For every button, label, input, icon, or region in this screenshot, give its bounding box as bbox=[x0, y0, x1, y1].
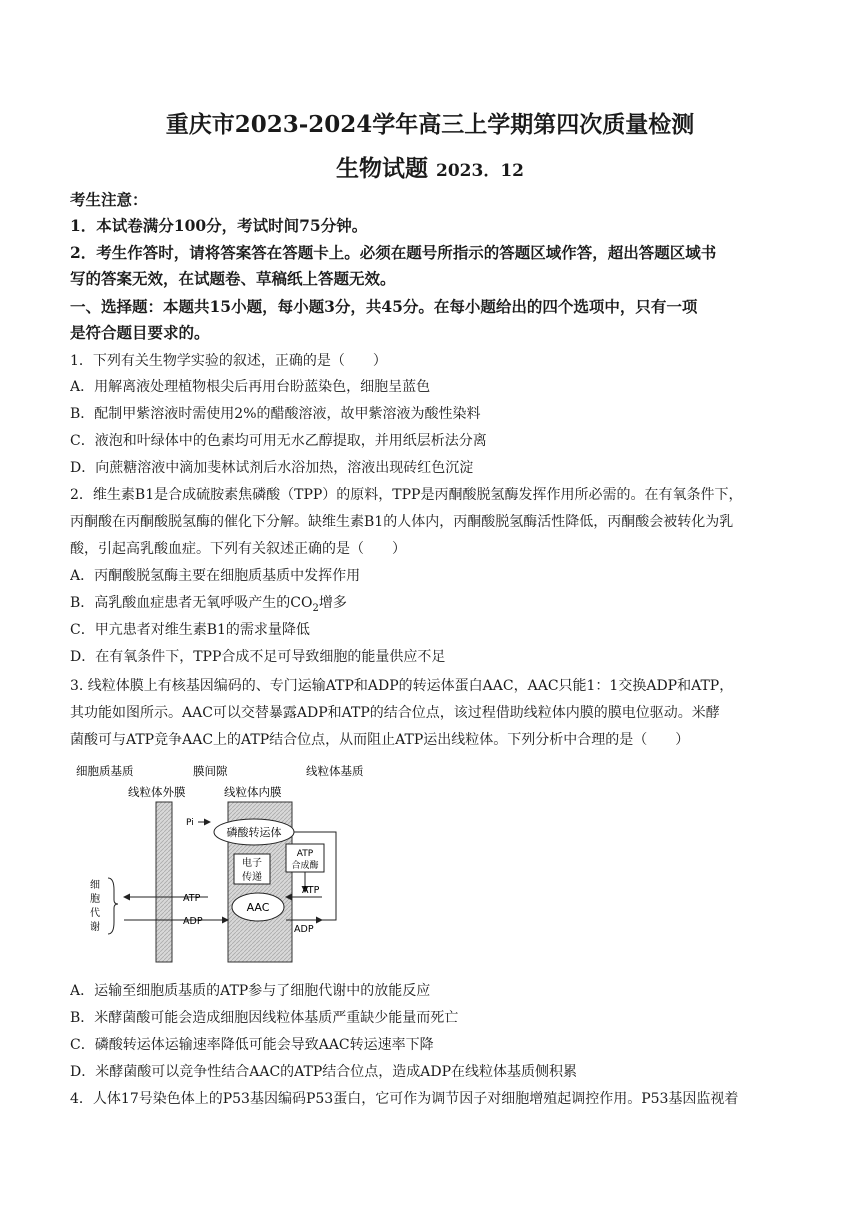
q2-stem-line-1: 2．维生素B1是合成硫胺素焦磷酸（TPP）的原料，TPP是丙酮酸脱氢酶发挥作用所必需的。在有氧条件下， bbox=[70, 487, 743, 503]
notice-heading: 考生注意： bbox=[70, 190, 148, 209]
adp-right-label: ADP bbox=[294, 924, 314, 935]
metab-label-3: 代 bbox=[90, 908, 100, 919]
q2-stem-line-2: 丙酮酸在丙酮酸脱氢酶的催化下分解。缺维生素B1的人体内，丙酮酸脱氢酶活性降低，丙酮酸会被转化为乳 bbox=[70, 514, 734, 530]
q2-option-a: A．丙酮酸脱氢酶主要在细胞质基质中发挥作用 bbox=[70, 568, 361, 584]
q2-option-c: C．甲亢患者对维生素B1的需求量降低 bbox=[70, 622, 310, 638]
q2-option-b-text: B．高乳酸血症患者无氧呼吸产生的CO bbox=[70, 595, 313, 611]
notice-item-2-line-1: 2．考生作答时，请将答案答在答题卡上。必须在题号所指示的答题区域作答，超出答题区域书 bbox=[70, 243, 717, 262]
metab-label-4: 谢 bbox=[90, 922, 100, 933]
q1-option-b: B．配制甲紫溶液时需使用2%的醋酸溶液，故甲紫溶液为酸性染料 bbox=[70, 406, 481, 422]
label-intermembrane-space: 膜间隙 bbox=[193, 764, 228, 778]
notice-item-2-line-2: 写的答案无效，在试题卷、草稿纸上答题无效。 bbox=[70, 269, 396, 288]
q2-option-d: D．在有氧条件下，TPP合成不足可导致细胞的能量供应不足 bbox=[70, 649, 446, 665]
q1-stem: 1．下列有关生物学实验的叙述，正确的是（ ） bbox=[70, 353, 387, 369]
q1-option-d: D．向蔗糖溶液中滴加斐林试剂后水浴加热，溶液出现砖红色沉淀 bbox=[70, 460, 474, 476]
metab-label-1: 细 bbox=[90, 880, 100, 891]
atp-synthase-label-1: ATP bbox=[296, 849, 314, 859]
q2-stem-line-3: 酸，引起高乳酸血症。下列有关叙述正确的是（ ） bbox=[70, 541, 406, 557]
q3-option-d: D．米酵菌酸可以竞争性结合AAC的ATP结合位点，造成ADP在线粒体基质侧积累 bbox=[70, 1064, 578, 1080]
q1-option-c: C．液泡和叶绿体中的色素均可用无水乙醇提取，并用纸层析法分离 bbox=[70, 433, 487, 449]
q2-option-b-subscript: 2 bbox=[312, 602, 319, 614]
exam-title: 重庆市2023-2024学年高三上学期第四次质量检测 bbox=[165, 111, 695, 138]
q1-option-a: A．用解离液处理植物根尖后再用台盼蓝染色，细胞呈蓝色 bbox=[70, 379, 431, 395]
q3-stem-line-3: 菌酸可与ATP竞争AAC上的ATP结合位点，从而阻止ATP运出线粒体。下列分析中合理的是（ ） bbox=[70, 732, 690, 748]
electron-label-1: 电子 bbox=[242, 858, 262, 869]
atp-right-label: ATP bbox=[302, 885, 320, 896]
exam-subtitle bbox=[0, 150, 860, 183]
notice-item-1: 1．本试卷满分100分，考试时间75分钟。 bbox=[70, 216, 368, 235]
pi-label: Pi bbox=[186, 818, 194, 828]
label-inner-membrane: 线粒体内膜 bbox=[224, 785, 282, 799]
q3-stem-line-1: 3. 线粒体膜上有核基因编码的、专门运输ATP和ADP的转运体蛋白AAC，AAC只能1：1交换ADP和ATP， bbox=[70, 678, 734, 694]
phosphate-carrier-label: 磷酸转运体 bbox=[226, 826, 282, 839]
q3-option-c: C．磷酸转运体运输速率降低可能会导致AAC转运速率下降 bbox=[70, 1037, 434, 1053]
label-outer-membrane: 线粒体外膜 bbox=[128, 785, 186, 799]
metab-brace bbox=[108, 878, 118, 934]
q2-option-b bbox=[70, 593, 800, 619]
mitochondria-transport-diagram bbox=[68, 760, 378, 970]
outer-membrane bbox=[156, 802, 172, 962]
q3-option-a: A．运输至细胞质基质的ATP参与了细胞代谢中的放能反应 bbox=[70, 983, 431, 999]
label-matrix: 线粒体基质 bbox=[306, 764, 364, 778]
subject-title: 生物试题 bbox=[336, 155, 428, 182]
q3-stem-line-2: 其功能如图所示。AAC可以交替暴露ADP和ATP的结合位点，该过程借助线粒体内膜的膜电位驱动。米酵 bbox=[70, 705, 720, 721]
label-cytoplasm: 细胞质基质 bbox=[76, 764, 134, 778]
q2-option-b-tail: 增多 bbox=[318, 595, 347, 611]
exam-date: 2023．12 bbox=[436, 161, 524, 181]
atp-left-label: ATP bbox=[183, 893, 201, 904]
section-heading-line-2: 是符合题目要求的。 bbox=[70, 323, 210, 342]
aac-label: AAC bbox=[246, 901, 270, 914]
electron-label-2: 传递 bbox=[242, 872, 262, 883]
adp-left-label: ADP bbox=[183, 916, 203, 927]
section-heading-line-1: 一、选择题：本题共15小题，每小题3分，共45分。在每小题给出的四个选项中，只有一项 bbox=[70, 297, 698, 316]
atp-synthase-label-2: 合成酶 bbox=[291, 861, 319, 871]
q3-option-b: B．米酵菌酸可能会造成细胞因线粒体基质严重缺少能量而死亡 bbox=[70, 1010, 459, 1026]
q4-stem-line-1: 4．人体17号染色体上的P53基因编码P53蛋白，它可作为调节因子对细胞增殖起调控作用。P53基因监视着 bbox=[70, 1091, 739, 1107]
metab-label-2: 胞 bbox=[90, 894, 100, 905]
